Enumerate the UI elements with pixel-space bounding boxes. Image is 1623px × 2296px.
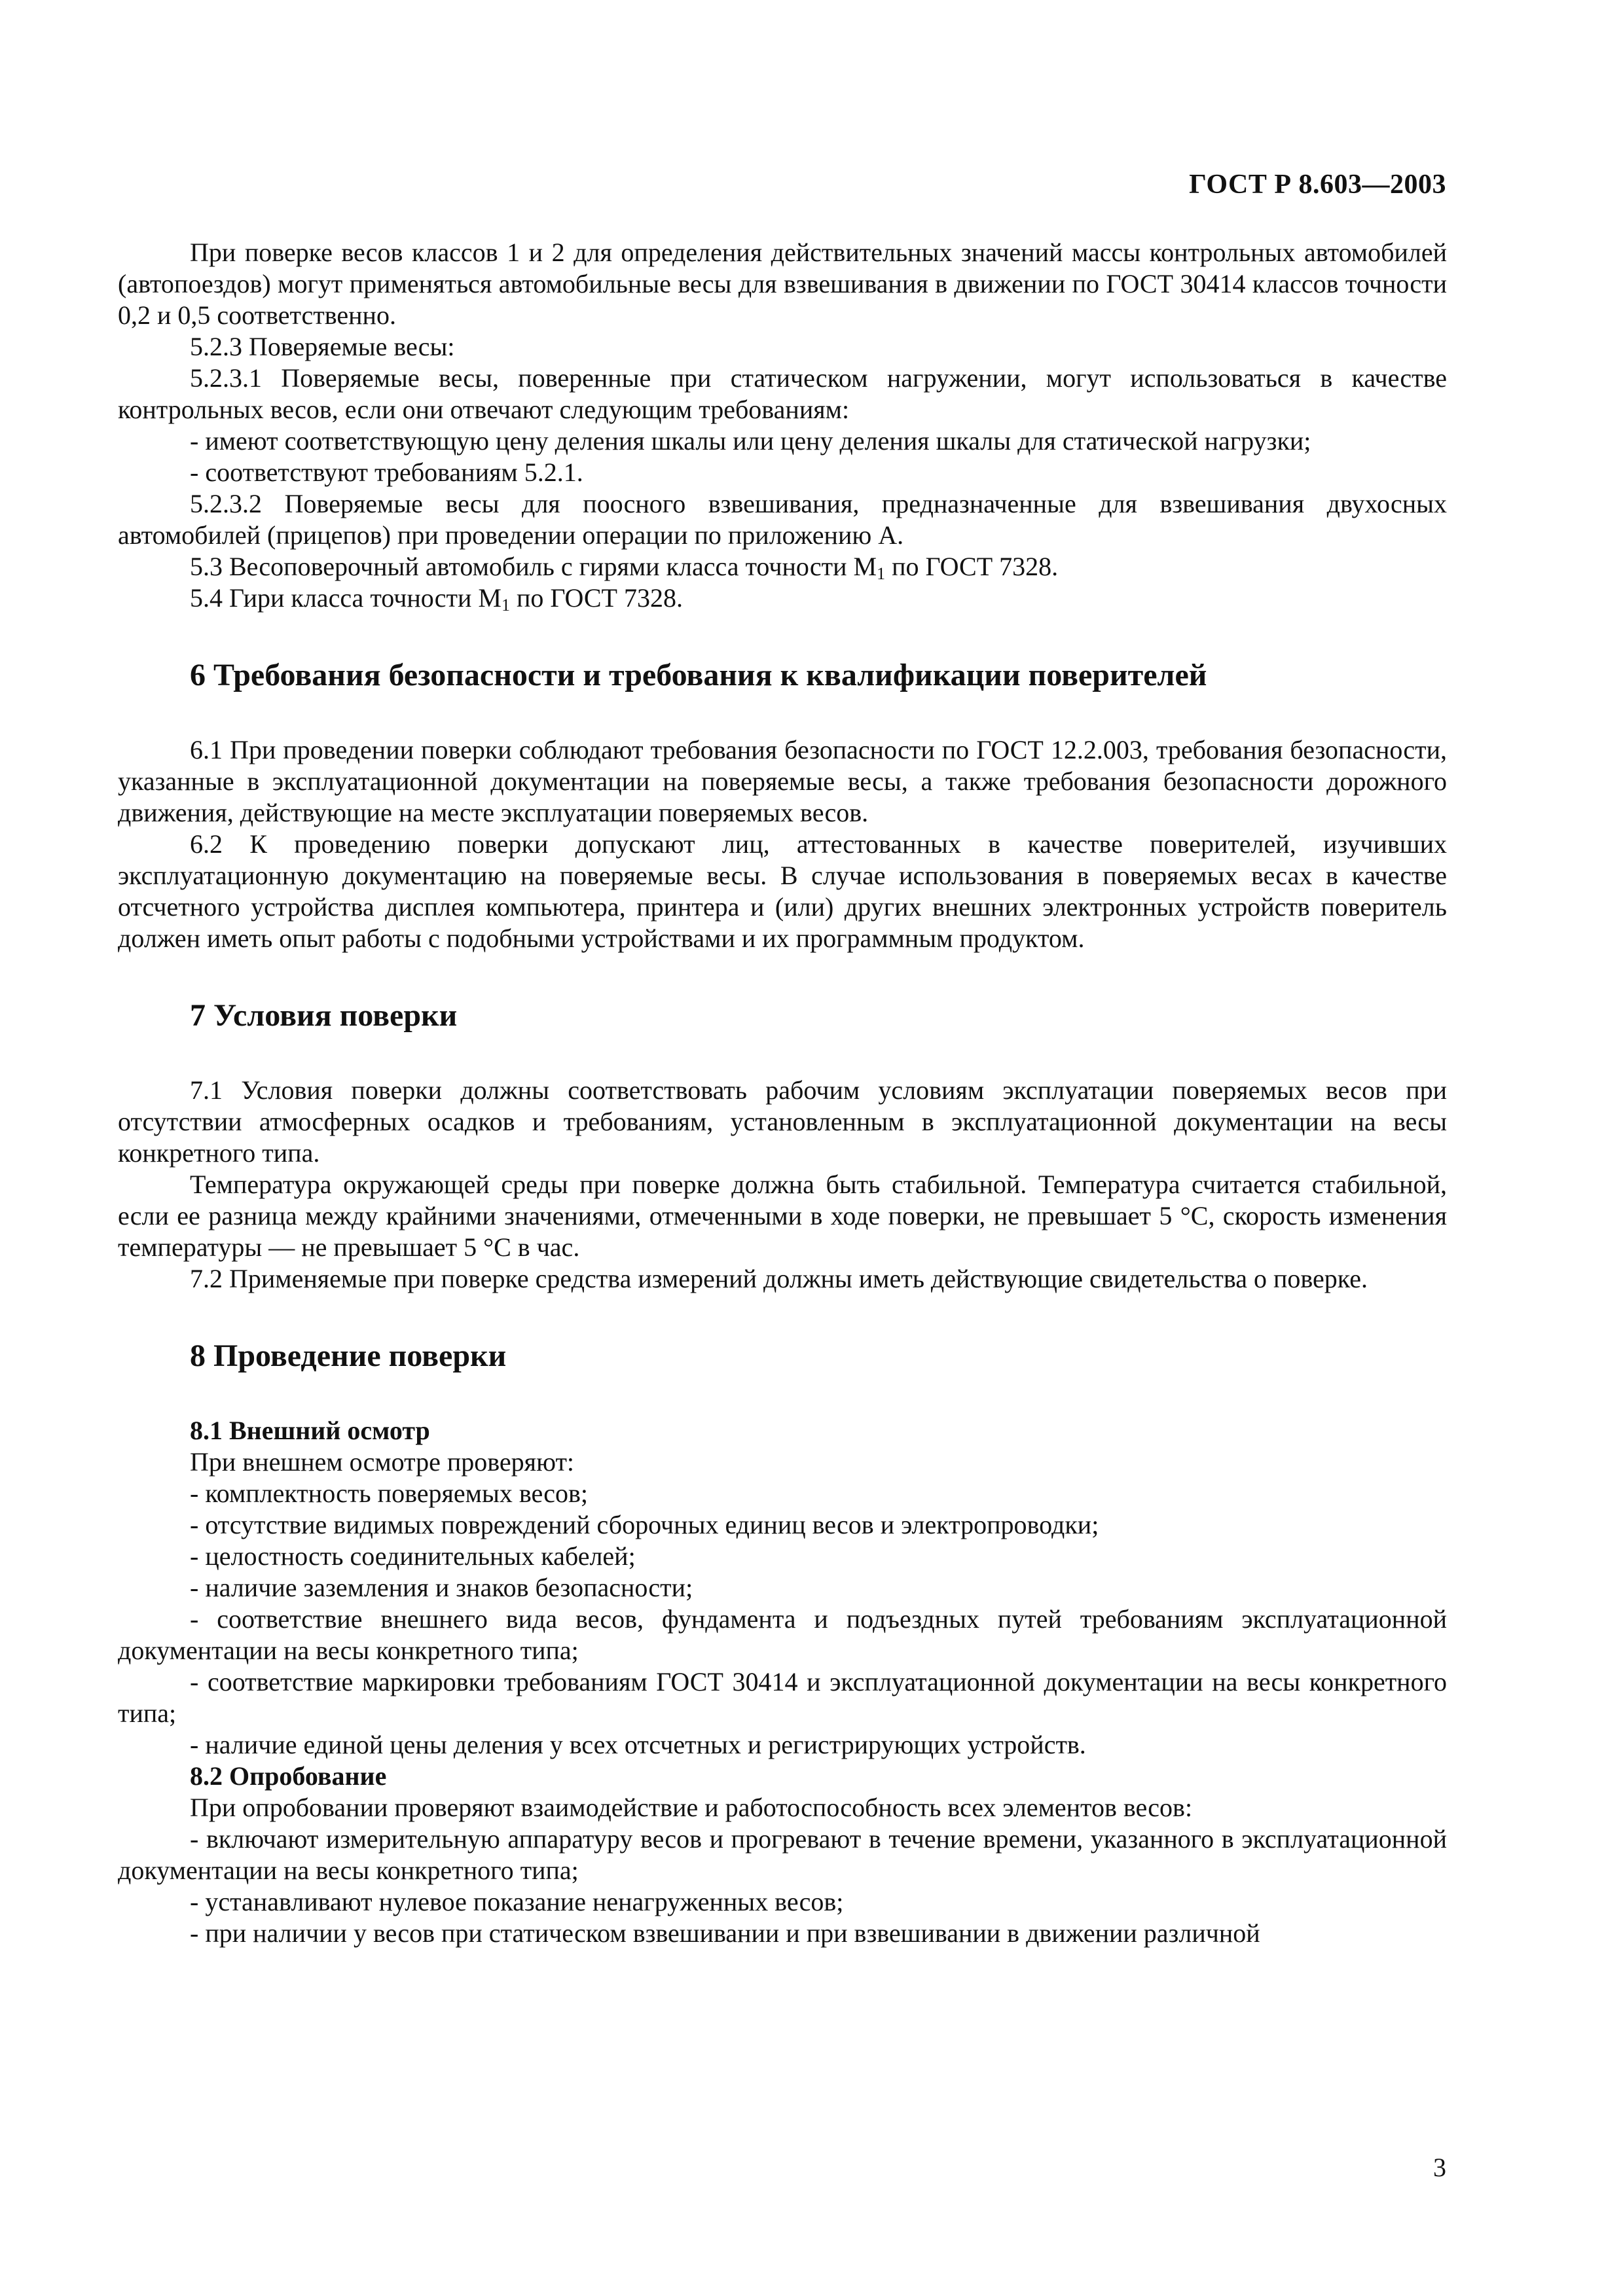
list-item: - соответствие внешнего вида весов, фундамента и подъездных путей требованиям эксплуатационной документации на весы конкретного типа;: [118, 1604, 1447, 1665]
text-run: 5.4 Гири класса точности М: [190, 583, 501, 613]
paragraph: Температура окружающей среды при поверке должна быть стабильной. Температура считается стабильной, если ее разница между крайними значениями, отмеченными в ходе поверки, не превышает 5 °С, скорость изменения температуры — не превышает 5 °С в час.: [118, 1170, 1447, 1262]
text-run: по ГОСТ 7328.: [509, 583, 683, 613]
paragraph: [118, 551, 1447, 583]
paragraph: 7.1 Условия поверки должны соответствовать рабочим условиям эксплуатации поверяемых весов при отсутствии атмосферных осадков и требованиям, установленным в эксплуатационной документации на весы конкретного типа.: [118, 1075, 1447, 1168]
section-heading: 8 Проведение поверки: [190, 1338, 507, 1373]
paragraph: При внешнем осмотре проверяют:: [190, 1447, 575, 1477]
paragraph: При поверке весов классов 1 и 2 для определения действительных значений массы контрольных автомобилей (автопоездов) могут применяться автомобильные весы для взвешивания в движении по ГОСТ 30414 классов точности 0,2 и 0,5 соответственно.: [118, 238, 1447, 330]
list-item: - имеют соответствующую цену деления шкалы или цену деления шкалы для статической нагрузки;: [190, 426, 1311, 456]
paragraph: При опробовании проверяют взаимодействие и работоспособность всех элементов весов:: [190, 1793, 1193, 1822]
subscript: 1: [877, 564, 886, 583]
list-item: - целостность соединительных кабелей;: [190, 1541, 636, 1571]
paragraph: 7.2 Применяемые при поверке средства измерений должны иметь действующие свидетельства о поверке.: [190, 1264, 1368, 1293]
list-item: - наличие заземления и знаков безопасности;: [190, 1573, 693, 1602]
paragraph: 5.2.3.1 Поверяемые весы, поверенные при статическом нагружении, могут использоваться в качестве контрольных весов, если они отвечают следующим требованиям:: [118, 363, 1447, 424]
paragraph: 6.2 К проведению поверки допускают лиц, аттестованных в качестве поверителей, изучивших эксплуатационную документацию на поверяемые весы. В случае использования в поверяемых весах в качестве отсчетного устройства дисплея компьютера, принтера и (или) других внешних электронных устройств поверитель должен иметь опыт работы с подобными устройствами и их программным продуктом.: [118, 829, 1447, 953]
list-item: - комплектность поверяемых весов;: [190, 1479, 588, 1508]
list-item: - соответствуют требованиям 5.2.1.: [190, 457, 583, 487]
text-run: по ГОСТ 7328.: [885, 552, 1059, 581]
section-heading: 6 Требования безопасности и требования к квалификации поверителей: [190, 658, 1207, 692]
subscript: 1: [501, 596, 510, 615]
paragraph: [118, 583, 1447, 614]
page-number: 3: [1433, 2153, 1446, 2182]
paragraph: 6.1 При проведении поверки соблюдают требования безопасности по ГОСТ 12.2.003, требования безопасности, указанные в эксплуатационной документации на поверяемые весы, а также требования безопасности дорожного движения, действующие на месте эксплуатации поверяемых весов.: [118, 735, 1447, 827]
text-run: 5.3 Весоповерочный автомобиль с гирями класса точности М: [190, 552, 877, 581]
list-item: - включают измерительную аппаратуру весов и прогревают в течение времени, указанного в эксплуатационной документации на весы конкретного типа;: [118, 1824, 1447, 1885]
paragraph: 5.2.3.2 Поверяемые весы для поосного взвешивания, предназначенные для взвешивания двухосных автомобилей (прицепов) при проведении операции по приложению А.: [118, 489, 1447, 550]
list-item: - наличие единой цены деления у всех отсчетных и регистрирующих устройств.: [190, 1730, 1086, 1759]
subsection-heading: 8.2 Опробование: [190, 1761, 387, 1791]
document-body: [118, 237, 1447, 1949]
list-item: - при наличии у весов при статическом взвешивании и при взвешивании в движении различной: [190, 1918, 1260, 1948]
paragraph: 5.2.3 Поверяемые весы:: [190, 332, 455, 361]
section-heading: 7 Условия поверки: [190, 998, 458, 1033]
list-item: - устанавливают нулевое показание ненагруженных весов;: [190, 1887, 844, 1916]
document-header: ГОСТ Р 8.603—2003: [1189, 170, 1446, 200]
subsection-heading: 8.1 Внешний осмотр: [190, 1416, 430, 1445]
list-item: - соответствие маркировки требованиям ГОСТ 30414 и эксплуатационной документации на весы конкретного типа;: [118, 1667, 1447, 1728]
list-item: - отсутствие видимых повреждений сборочных единиц весов и электропроводки;: [190, 1510, 1099, 1539]
